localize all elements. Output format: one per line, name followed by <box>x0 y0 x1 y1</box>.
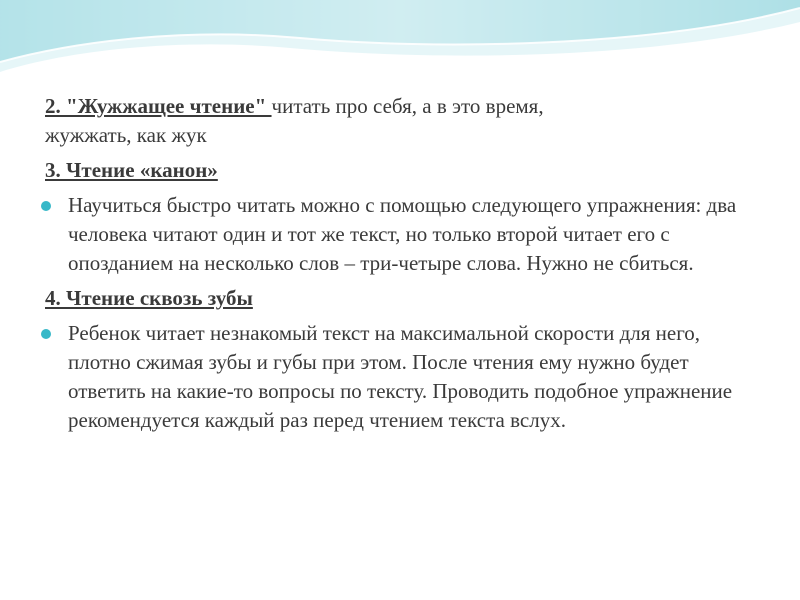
header-wave-decoration <box>0 0 800 80</box>
section-3-paragraph: Научиться быстро читать можно с помощью следующего упражнения: два человека читают один и тот же текст, но только второй читает его с опозданием на несколько слов – три-четыре слова. Нужно не сбиться. <box>68 193 737 275</box>
section-3-bullet-item <box>40 191 760 278</box>
section-4-heading-row <box>40 284 760 313</box>
section-4-heading: 4. Чтение сквозь зубы <box>45 286 253 310</box>
section-3-heading: 3. Чтение «канон» <box>45 158 218 182</box>
section-4-paragraph: Ребенок читает незнакомый текст на максимальной скорости для него, плотно сжимая зубы и губы при этом. После чтения ему нужно будет ответить на какие-то вопросы по тексту. Проводить подобное упражнение рекомендуется каждый раз перед чтением текста вслух. <box>68 321 733 432</box>
section-2-text-line2: жужжать, как жук <box>45 123 207 147</box>
section-2-heading: 2. "Жужжащее чтение" <box>45 94 272 118</box>
section-4-bullet-item <box>40 319 760 435</box>
section-2 <box>40 92 760 150</box>
section-3-heading-row <box>40 156 760 185</box>
bullet-circle-icon <box>40 191 60 220</box>
bullet-circle-icon <box>40 319 60 348</box>
slide-content <box>40 92 760 441</box>
section-2-text-line1: читать про себя, а в это время, <box>271 94 544 118</box>
